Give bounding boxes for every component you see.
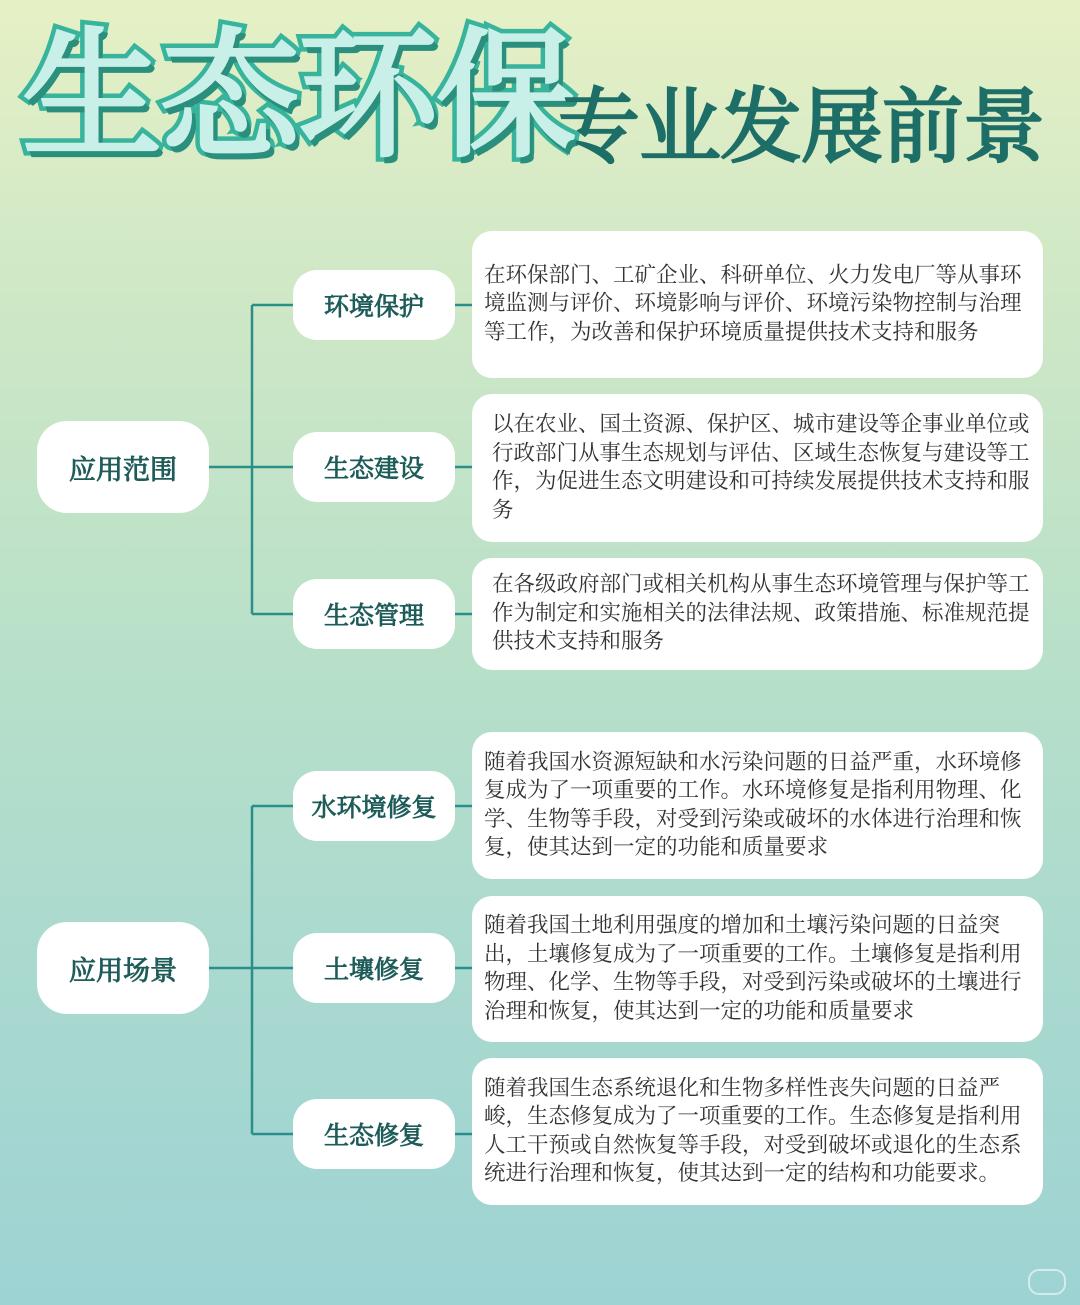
title-main: 生态环保	[22, 15, 575, 178]
description-box-ecological-restoration	[472, 1058, 1043, 1205]
branch-node-ecological-restoration: 生态修复	[293, 1099, 455, 1169]
branch-node-ecological-construction: 生态建设	[293, 432, 455, 502]
description-box-ecological-construction	[472, 394, 1043, 542]
root-node-application-scenarios: 应用场景	[37, 922, 209, 1014]
description-text: 随着我国土地利用强度的增加和土壤污染问题的日益突出，土壤修复成为了一项重要的工作。土壤修复是指利用物理、化学、生物等手段，对受到污染或破坏的土壤进行治理和恢复，使其达到一定的功能和质量要求	[484, 913, 1022, 1024]
description-box-water-restoration	[472, 732, 1043, 879]
description-box-environmental-protection	[472, 231, 1043, 378]
branch-node-soil-restoration: 土壤修复	[293, 933, 455, 1003]
description-text: 以在农业、国土资源、保护区、城市建设等企事业单位或行政部门从事生态规划与评估、区域生态恢复与建设等工作，为促进生态文明建设和可持续发展提供技术支持和服务	[492, 412, 1030, 523]
description-box-soil-restoration	[472, 896, 1043, 1042]
description-text: 随着我国水资源短缺和水污染问题的日益严重，水环境修复成为了一项重要的工作。水环境修复是指利用物理、化学、生物等手段，对受到污染或破坏的水体进行治理和恢复，使其达到一定的功能和质量要求	[484, 749, 1022, 860]
description-text: 在各级政府部门或相关机构从事生态环境管理与保护等工作为制定和实施相关的法律法规、政策措施、标准规范提供技术支持和服务	[492, 572, 1030, 655]
root-node-application-scope: 应用范围	[37, 421, 209, 513]
description-box-ecological-management	[472, 558, 1043, 670]
description-text: 在环保部门、工矿企业、科研单位、火力发电厂等从事环境监测与评价、环境影响与评价、环境污染物控制与治理等工作，为改善和保护环境质量提供技术支持和服务	[484, 262, 1022, 345]
description-text: 随着我国生态系统退化和生物多样性丧失问题的日益严峻，生态修复成为了一项重要的工作。生态修复是指利用人工干预或自然恢复等手段，对受到破坏或退化的生态系统进行治理和恢复，使其达到一定的结构和功能要求。	[484, 1075, 1022, 1186]
watermark-badge	[1028, 1269, 1066, 1295]
title-sub: 专业发展前景	[558, 80, 1045, 175]
branch-node-water-restoration: 水环境修复	[293, 771, 455, 841]
branch-node-ecological-management: 生态管理	[293, 579, 455, 649]
branch-node-environmental-protection: 环境保护	[293, 270, 455, 340]
